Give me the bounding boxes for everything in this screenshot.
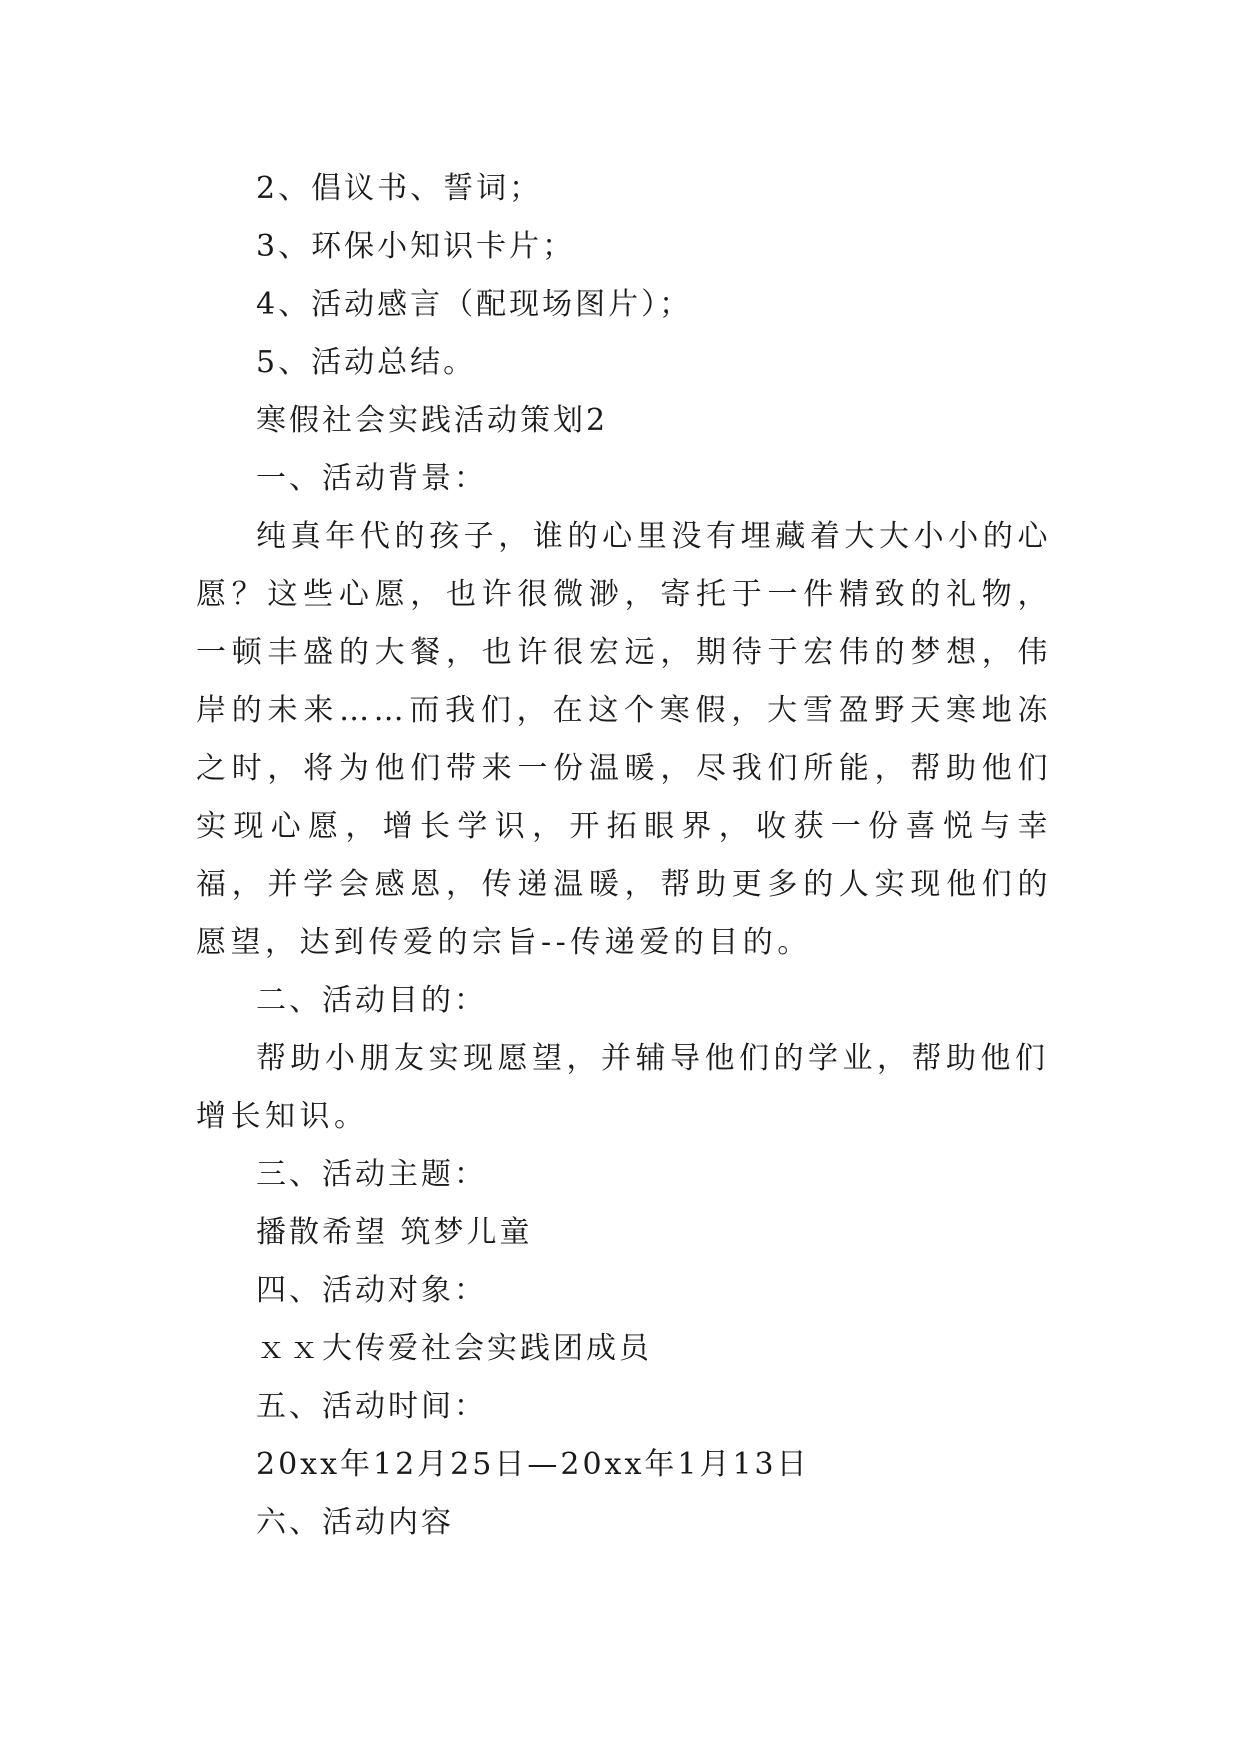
section-title-purpose: 二、活动目的： [256,983,487,1018]
document-body [196,160,1052,1552]
list-item: 4、活动感言（配现场图片）； [256,287,693,322]
theme-text: 播散希望 筑梦儿童 [256,1215,533,1250]
background-paragraph: 纯真年代的孩子，谁的心里没有埋藏着大大小小的心愿？这些心愿，也许很微渺，寄托于一件精致的礼物，一顿丰盛的大餐，也许很宏远，期待于宏伟的梦想，伟岸的未来……而我们，在这个寒假，大雪盈野天寒地冻之时，将为他们带来一份温暖，尽我们所能，帮助他们实现心愿，增长学识，开拓眼界，收获一份喜悦与幸福，并学会感恩，传递温暖，帮助更多的人实现他们的愿望，达到传爱的宗旨--传递爱的目的。 [196,519,1052,960]
list-item: 3、环保小知识卡片； [256,229,576,264]
section-title-audience: 四、活动对象： [256,1273,487,1308]
purpose-paragraph: 帮助小朋友实现愿望，并辅导他们的学业，帮助他们增长知识。 [196,1041,1050,1134]
audience-text: ｘｘ大传爱社会实践团成员 [256,1331,652,1366]
list-item: 5、活动总结。 [256,345,477,380]
time-text: 20xx年12月25日—20xx年1月13日 [256,1447,810,1482]
section-heading: 寒假社会实践活动策划2 [256,403,609,438]
section-title-content: 六、活动内容 [256,1505,454,1540]
list-item: 2、倡议书、誓词； [256,171,543,206]
section-title-time: 五、活动时间： [256,1389,487,1424]
section-title-background: 一、活动背景： [256,461,487,496]
section-title-theme: 三、活动主题： [256,1157,487,1192]
